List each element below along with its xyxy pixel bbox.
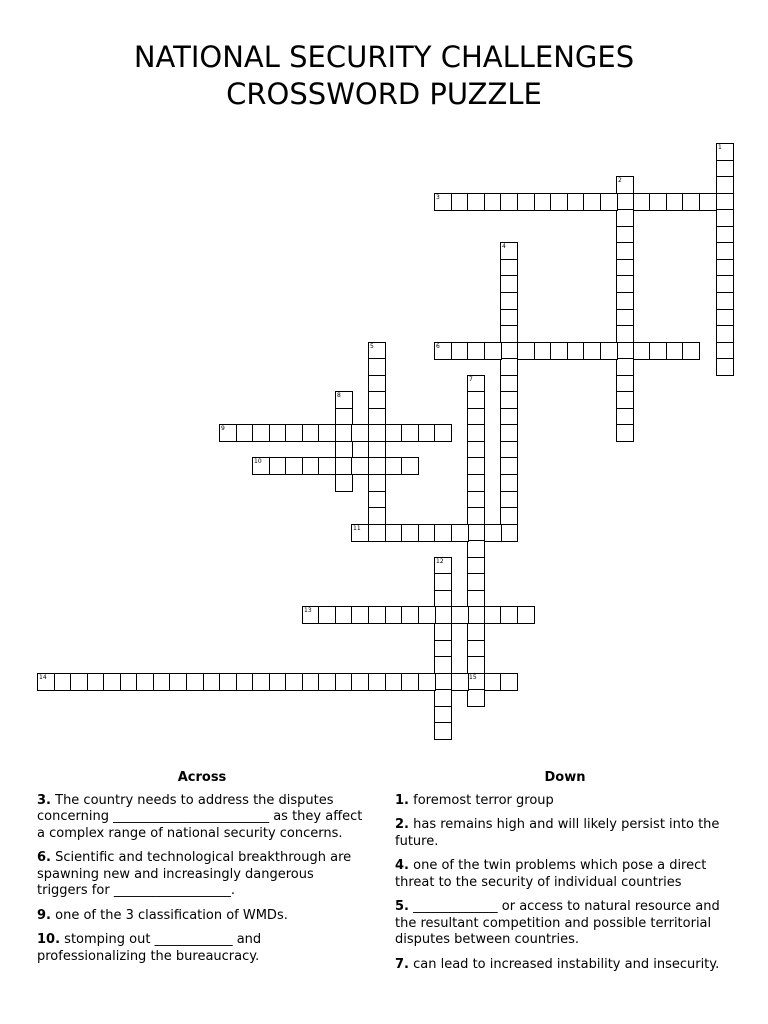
down-heading: Down [544,770,586,785]
grid-cell[interactable] [467,474,485,492]
grid-cell[interactable] [103,673,121,691]
grid-cell[interactable] [219,673,237,691]
grid-cell[interactable] [368,391,386,409]
across-clue [37,908,367,925]
cell-number: 4 [502,243,506,250]
grid-cell[interactable] [70,673,88,691]
clue-number: 2. [395,817,409,832]
grid-cell[interactable] [716,209,734,227]
grid-cell[interactable] [500,292,518,310]
grid-cell[interactable] [699,193,717,211]
grid-cell[interactable] [401,606,419,624]
grid-cell[interactable] [285,673,303,691]
grid-cell[interactable] [451,524,469,542]
grid-cell[interactable] [368,507,386,525]
grid-cell[interactable] [434,342,452,360]
clue-text: one of the 3 classification of WMDs. [55,907,288,923]
grid-cell[interactable] [451,673,469,691]
grid-cell[interactable] [616,176,634,194]
cell-number: 3 [436,194,440,201]
cell-number: 15 [469,674,477,681]
grid-cell[interactable] [517,606,535,624]
grid-cell[interactable] [401,424,419,442]
grid-cell[interactable] [616,292,634,310]
clue-number: 4. [395,858,409,873]
grid-cell[interactable] [467,573,485,591]
grid-cell[interactable] [600,342,618,360]
grid-cell[interactable] [500,457,518,475]
grid-cell[interactable] [418,673,436,691]
grid-cell[interactable] [467,424,485,442]
grid-cell[interactable] [318,673,336,691]
cell-number: 14 [39,674,47,681]
grid-cell[interactable] [252,424,270,442]
grid-cell[interactable] [351,673,369,691]
grid-cell[interactable] [716,275,734,293]
down-clues-column [395,770,735,981]
clue-text: foremost terror group [413,792,554,808]
grid-cell[interactable] [252,457,270,475]
grid-cell[interactable] [169,673,187,691]
grid-cell[interactable] [500,325,518,343]
clue-number: 9. [37,907,51,923]
grid-cell[interactable] [500,391,518,409]
clue-number: 7. [395,956,409,972]
grid-cell[interactable] [716,176,734,194]
clue-text: The country needs to address the disputes concerning ________________________ as they affect a complex range of national security concerns. [37,792,363,841]
puzzle-title-line-1: NATIONAL SECURITY CHALLENGES [133,40,635,74]
grid-cell[interactable] [616,424,634,442]
cell-number: 5 [370,343,374,350]
grid-cell[interactable] [500,474,518,492]
clue-text: stomping out ____________ and professionalizing the bureaucracy. [37,932,262,964]
grid-cell[interactable] [401,524,419,542]
grid-cell[interactable] [351,606,369,624]
grid-cell[interactable] [500,507,518,525]
grid-cell[interactable] [583,193,601,211]
across-heading: Across [177,770,227,785]
grid-cell[interactable] [600,193,618,211]
grid-cell[interactable] [434,193,452,211]
grid-cell[interactable] [616,275,634,293]
grid-cell[interactable] [649,342,667,360]
grid-cell[interactable] [434,689,452,707]
grid-cell[interactable] [351,457,369,475]
clue-number: 5. [395,899,409,914]
grid-cell[interactable] [351,524,369,542]
grid-cell[interactable] [716,325,734,343]
cell-number: 9 [221,425,225,432]
puzzle-title-line-2: CROSSWORD PUZZLE [226,77,542,111]
clue-number: 6. [37,850,51,865]
down-clue [395,957,735,974]
grid-cell[interactable] [716,143,734,161]
grid-cell[interactable] [467,457,485,475]
down-clue [395,858,735,891]
grid-cell[interactable] [285,424,303,442]
cell-number: 8 [337,392,341,399]
grid-cell[interactable] [550,342,568,360]
grid-cell[interactable] [649,193,667,211]
grid-cell[interactable] [716,242,734,260]
across-clue [37,850,367,900]
grid-cell[interactable] [484,342,502,360]
grid-cell[interactable] [434,722,452,740]
grid-cell[interactable] [434,623,452,641]
grid-cell[interactable] [37,673,55,691]
grid-cell[interactable] [616,209,634,227]
grid-cell[interactable] [682,342,700,360]
grid-cell[interactable] [517,342,535,360]
grid-cell[interactable] [318,424,336,442]
across-clue [37,793,367,843]
grid-cell[interactable] [467,342,485,360]
grid-cell[interactable] [500,524,518,542]
grid-cell[interactable] [616,358,634,376]
grid-cell[interactable] [500,673,518,691]
grid-cell[interactable] [467,606,485,624]
clue-number: 3. [37,792,51,808]
grid-cell[interactable] [434,424,452,442]
down-clue [395,817,735,850]
down-clue [395,899,735,949]
grid-cell[interactable] [550,193,568,211]
cell-number: 11 [353,525,361,532]
clue-text: Scientific and technological breakthrough are spawning new and increasingly dangerous triggers for __________________. [37,850,352,898]
grid-cell[interactable] [434,524,452,542]
grid-cell[interactable] [583,342,601,360]
grid-cell[interactable] [434,606,452,624]
grid-cell[interactable] [616,325,634,343]
grid-cell[interactable] [219,424,237,442]
clue-text: one of the twin problems which pose a direct threat to the security of individual countries [395,858,707,890]
grid-cell[interactable] [467,540,485,558]
grid-cell[interactable] [716,292,734,310]
down-clue [395,793,735,810]
grid-cell[interactable] [500,358,518,376]
grid-cell[interactable] [500,193,518,211]
clue-number: 10. [37,932,61,947]
across-clues-column [37,770,367,973]
grid-cell[interactable] [136,673,154,691]
grid-cell[interactable] [368,474,386,492]
cell-number: 1 [718,144,722,151]
grid-cell[interactable] [401,673,419,691]
cell-number: 6 [436,343,440,350]
across-clue [37,932,367,965]
clue-text: can lead to increased instability and insecurity. [413,956,720,972]
grid-cell[interactable] [186,673,204,691]
cell-number: 13 [304,607,312,614]
grid-cell[interactable] [716,358,734,376]
grid-cell[interactable] [351,424,369,442]
grid-cell[interactable] [616,242,634,260]
grid-cell[interactable] [252,673,270,691]
grid-cell[interactable] [500,606,518,624]
cell-number: 2 [618,177,622,184]
grid-cell[interactable] [434,573,452,591]
grid-cell[interactable] [616,391,634,409]
grid-cell[interactable] [285,457,303,475]
grid-cell[interactable] [467,193,485,211]
clue-number: 1. [395,792,409,808]
grid-cell[interactable] [335,474,353,492]
grid-cell[interactable] [682,193,700,211]
grid-cell[interactable] [368,606,386,624]
clue-text: _____________ or access to natural resource and the resultant competition and possible territorial disputes between countries. [395,899,720,947]
grid-cell[interactable] [434,656,452,674]
grid-cell[interactable] [467,656,485,674]
cell-number: 10 [254,458,262,465]
grid-cell[interactable] [418,606,436,624]
grid-cell[interactable] [517,193,535,211]
grid-cell[interactable] [484,524,502,542]
grid-cell[interactable] [318,606,336,624]
grid-cell[interactable] [368,424,386,442]
grid-cell[interactable] [467,623,485,641]
grid-cell[interactable] [335,391,353,409]
grid-cell[interactable] [500,242,518,260]
grid-cell[interactable] [467,507,485,525]
grid-cell[interactable] [467,689,485,707]
grid-cell[interactable] [500,275,518,293]
cell-number: 7 [469,376,473,383]
grid-cell[interactable] [451,606,469,624]
grid-cell[interactable] [368,673,386,691]
grid-cell[interactable] [368,457,386,475]
grid-cell[interactable] [318,457,336,475]
clue-text: has remains high and will likely persist into the future. [395,817,720,849]
grid-cell[interactable] [500,424,518,442]
grid-cell[interactable] [368,358,386,376]
grid-cell[interactable] [467,391,485,409]
grid-cell[interactable] [368,524,386,542]
cell-number: 12 [436,558,444,565]
grid-cell[interactable] [401,457,419,475]
